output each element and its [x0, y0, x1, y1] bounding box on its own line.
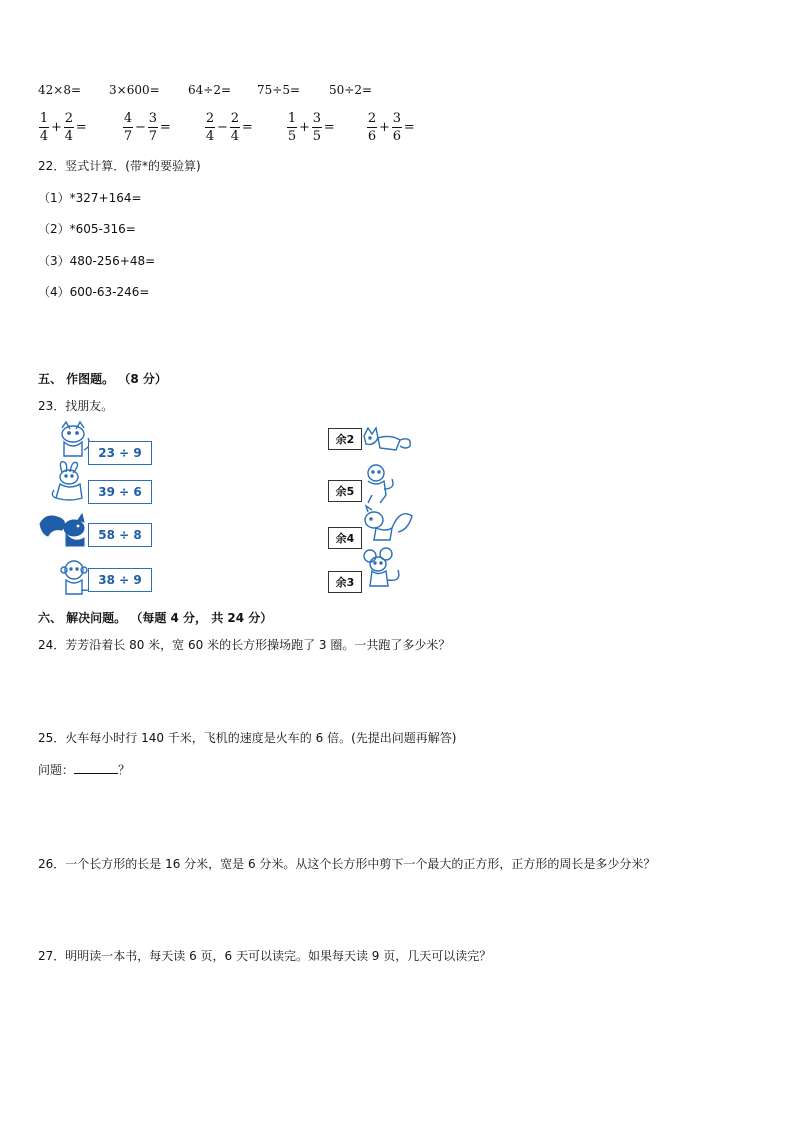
- remainder-card[interactable]: 余4: [328, 527, 362, 549]
- remainder-card[interactable]: 余5: [328, 480, 362, 502]
- oral-item: 64÷2=: [188, 83, 232, 97]
- squirrel-icon: [38, 510, 94, 550]
- section-5-heading: 五、 作图题。 （8 分）: [38, 372, 167, 386]
- answer-blank[interactable]: [74, 762, 118, 774]
- oral-item: 50÷2=: [329, 83, 373, 97]
- remainder-card[interactable]: 余2: [328, 428, 362, 450]
- fraction-expression: $\frac{4}{7}$ − $\frac{3}{7}$ =: [123, 110, 171, 144]
- mouse-icon: [360, 548, 404, 590]
- prompt-label: 问题：: [38, 763, 75, 777]
- fraction-expression: $\frac{1}{4}$ + $\frac{2}{4}$ =: [39, 110, 87, 144]
- question-26: 26．一个长方形的长是 16 分米，宽是 6 分米。从这个长方形中剪下一个最大的正方形，正方形的周长是多少分米？: [38, 857, 656, 871]
- oral-calc-row: [38, 83, 458, 99]
- question-23-title: 23．找朋友。: [38, 399, 114, 413]
- squirrel-icon: [356, 506, 414, 544]
- division-card[interactable]: 58 ÷ 8: [88, 523, 152, 547]
- fraction-expression: $\frac{1}{5}$ + $\frac{3}{5}$ =: [287, 110, 335, 144]
- remainder-card[interactable]: 余3: [328, 571, 362, 593]
- fraction-expression: $\frac{2}{4}$ − $\frac{2}{4}$ =: [205, 110, 253, 144]
- monkey-icon: [360, 463, 400, 505]
- q22-item: （3）480-256+48=: [38, 254, 156, 268]
- q22-item: （2）*605-316=: [38, 222, 136, 236]
- division-card[interactable]: 39 ÷ 6: [88, 480, 152, 504]
- q22-item: （4）600-63-246=: [38, 285, 150, 299]
- division-card[interactable]: 23 ÷ 9: [88, 441, 152, 465]
- question-25-prompt: [38, 761, 130, 778]
- question-24: 24．芳芳沿着长 80 米，宽 60 米的长方形操场跑了 3 圈。一共跑了多少米？: [38, 638, 451, 652]
- question-25: 25．火车每小时行 140 千米，飞机的速度是火车的 6 倍。(先提出问题再解答): [38, 731, 457, 745]
- rabbit-icon: [48, 460, 92, 502]
- oral-item: 42×8=: [38, 83, 82, 97]
- q22-item: （1）*327+164=: [38, 191, 142, 205]
- fraction-calc-row: [38, 106, 478, 148]
- fox-icon: [360, 426, 414, 454]
- division-card[interactable]: 38 ÷ 9: [88, 568, 152, 592]
- oral-item: 3×600=: [109, 83, 160, 97]
- question-22-title: 22．竖式计算．(带*的要验算): [38, 159, 201, 173]
- section-6-heading: 六、 解决问题。 （每题 4 分， 共 24 分）: [38, 611, 273, 625]
- question-27: 27．明明读一本书，每天读 6 页，6 天可以读完。如果每天读 9 页，几天可以读完？: [38, 949, 492, 963]
- oral-item: 75÷5=: [257, 83, 301, 97]
- prompt-suffix: ？: [118, 763, 131, 777]
- fraction-expression: $\frac{2}{6}$ + $\frac{3}{6}$ =: [367, 110, 415, 144]
